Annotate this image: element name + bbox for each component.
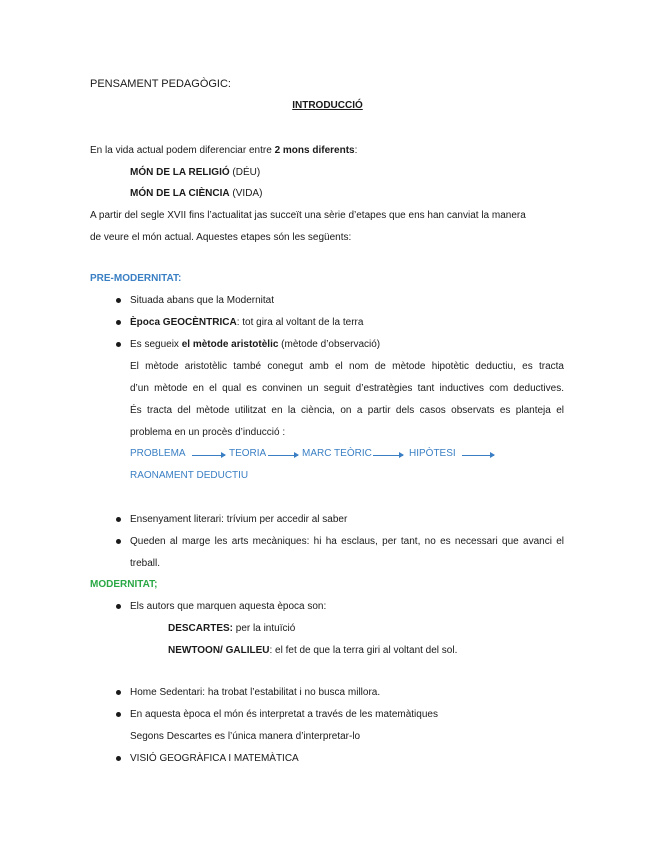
list-item-continuation: treball. [130,558,161,569]
modernitat-heading: MODERNITAT; [90,579,158,590]
bullet-icon [116,539,121,544]
arrow-right-icon [462,455,494,456]
method-line: El mètode aristotèlic també conegut amb el nom de mètode hipotètic deductiu, es tracta [130,361,564,372]
list-item: Els autors que marquen aquesta època son: [130,601,327,612]
bullet-icon [116,320,121,325]
list-item-continuation: Segons Descartes es l’única manera d’interpretar-lo [130,731,361,742]
flow-step-hipotesi: HIPÒTESI [409,448,456,459]
bullet-icon [116,298,121,303]
list-item: En aquesta època el món és interpretat a través de les matemàtiques [130,709,438,720]
bullet-icon [116,342,121,347]
arrow-right-icon [192,455,225,456]
list-item: Ensenyament literari: trívium per accedir al saber [130,514,348,525]
flow-step-teoria: TEORIA [229,448,267,459]
paragraph-line: A partir del segle XVII fins l’actualitat jas succeït una sèrie d’etapes que ens han canviat la manera [90,210,526,221]
method-line: És tracta del mètode utilitzat en la ciència, on a partir dels casos observats es planteja el [130,405,564,416]
author-newton-galileu: NEWTOON/ GALILEU: el fet de que la terra giri al voltant del sol. [168,645,458,656]
method-line: problema en un procès d’inducció : [130,427,286,438]
method-line: d’un mètode en el qual es convinen un seguit d’estratègies tant inductives com deductives. [130,383,564,394]
bullet-icon [116,712,121,717]
intro-paragraph: En la vida actual podem diferenciar entre 2 mons diferents: [90,145,358,156]
document-title: INTRODUCCIÓ [292,100,363,111]
flow-step-raonament-deductiu: RAONAMENT DEDUCTIU [130,470,249,481]
list-item: Queden al marge les arts mecàniques: hi ha esclaus, per tant, no es necessari que avanci el [130,536,564,547]
bullet-icon [116,517,121,522]
document-header: PENSAMENT PEDAGÒGIC: [90,78,231,90]
author-descartes: DESCARTES: per la intuïció [168,623,296,634]
world-science: MÓN DE LA CIÈNCIA (VIDA) [130,188,263,199]
arrow-right-icon [268,455,298,456]
paragraph-line: de veure el món actual. Aquestes etapes són les següents: [90,232,352,243]
list-item: Home Sedentari: ha trobat l’estabilitat i no busca millora. [130,687,381,698]
flow-step-problema: PROBLEMA [130,448,186,459]
list-item: Es segueix el mètode aristotèlic (mètode d’observació) [130,339,381,350]
bullet-icon [116,690,121,695]
bullet-icon [116,756,121,761]
list-item: Època GEOCÈNTRICA: tot gira al voltant de la terra [130,317,364,328]
bullet-icon [116,604,121,609]
world-religion: MÓN DE LA RELIGIÓ (DÉU) [130,167,261,178]
arrow-right-icon [373,455,403,456]
list-item: Situada abans que la Modernitat [130,295,274,306]
premodernitat-heading: PRE-MODERNITAT: [90,273,182,284]
flow-step-marc-teoric: MARC TEÒRIC [302,448,372,459]
list-item: VISIÓ GEOGRÀFICA I MATEMÀTICA [130,753,299,764]
